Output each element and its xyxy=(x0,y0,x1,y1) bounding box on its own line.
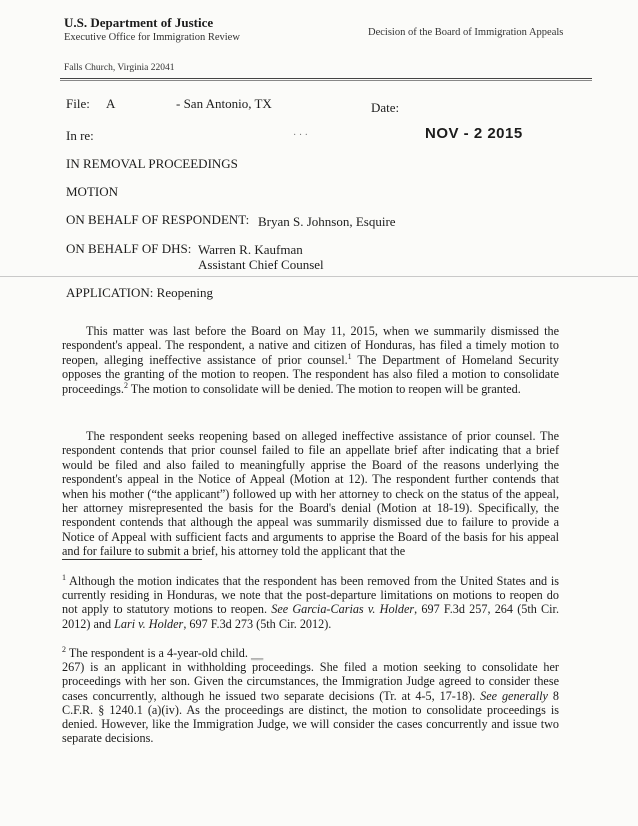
respondent-counsel: Bryan S. Johnson, Esquire xyxy=(258,214,396,229)
in-re-label: In re: xyxy=(66,128,94,143)
dhs-label: ON BEHALF OF DHS: xyxy=(66,241,192,256)
date-label: Date: xyxy=(371,100,400,115)
file-location: - San Antonio, TX xyxy=(176,96,272,111)
footnote-ref-2: 2 xyxy=(123,380,128,390)
redaction-mark: ‗‗ xyxy=(251,646,264,660)
office-name: Executive Office for Immigration Review xyxy=(64,32,240,43)
footnote-divider xyxy=(62,559,202,560)
proceedings-type: IN REMOVAL PROCEEDINGS xyxy=(66,156,238,171)
header-divider-secondary xyxy=(60,80,592,81)
footnote-number-2: 2 xyxy=(62,644,66,654)
header-divider xyxy=(60,78,592,79)
decision-date-stamp: NOV - 2 2015 xyxy=(425,125,523,142)
dhs-counsel-name: Warren R. Kaufman xyxy=(198,242,303,257)
footnote-1: $^1$ Although the motion indicates that the respondent has been removed from the United States and is currently residing in Honduras, we note that the post-departure limitations on motions to reopen do not apply to statutory motions to reopen. See Garcia-Carias v. Holder, 697 F.3d 257, 264 (5th Cir. 2012) and Lari v. Holder, 697 F.3d 273 (5th Cir. 2012). xyxy=(62,572,559,631)
board-decision-title: Decision of the Board of Immigration Appeals xyxy=(368,27,564,38)
footnote-2: $^2$ The respondent is a 4-year-old child. ‗‗ 267) is an applicant in withholding proceedings. She filed a motion seeking to consolidate her proceedings with her son. Given the circumstances, the Immigration Judge agreed to consider these cases concurrently, although he issued two separate decisions (Tr. at 4-5, 17-18). See generally 8 C.F.R. § 1240.1 (a)(iv). As the proceedings are distinct, the motion to consolidate proceedings is denied. However, like the Immigration Judge, we will consider the cases concurrently and issue two separate decisions. xyxy=(62,644,559,746)
file-label: File: xyxy=(66,96,90,111)
footnote-ref-1: 1 xyxy=(347,351,352,361)
application-line: APPLICATION: Reopening xyxy=(66,285,213,300)
motion-heading: MOTION xyxy=(66,184,118,199)
footnote-number-1: 1 xyxy=(62,572,66,582)
paragraph-2: The respondent seeks reopening based on alleged ineffective assistance of prior counsel. The respondent contends that prior counsel failed to file an appellate brief after indicating that a brief would be filed and also failed to meaningfully apprise the Board of the reasons underlying the respondent's appeal in the Notice of Appeal (Motion at 12). The respondent further contends that when his mother (“the applicant”) followed up with her attorney to check on the status of the appeal, her attorney misrepresented the basis for the Board's denial (Motion at 18-19). Specifically, the respondent contends that although the appeal was summarily dismissed due to failure to provide a Notice of Appeal with sufficient facts and arguments to apprise the Board of the basis for his appeal and for failure to submit a brief, his attorney told the applicant that the xyxy=(62,429,559,559)
respondent-label: ON BEHALF OF RESPONDENT: xyxy=(66,212,250,227)
agency-name: U.S. Department of Justice xyxy=(64,15,214,30)
section-divider xyxy=(0,276,638,277)
paragraph-1: This matter was last before the Board on May 11, 2015, when we summarily dismissed the respondent's appeal. The respondent, a native and citizen of Honduras, has filed a timely motion to reopen, alleging ineffective assistance of prior counsel.$^1$ The Department of Homeland Security opposes the granting of the motion to reopen. The respondent has also filed a motion to consolidate proceedings.$^2$ The motion to consolidate will be denied. The motion to reopen will be granted. xyxy=(62,324,559,396)
redaction-marks: · · · xyxy=(293,130,308,141)
file-number: A xyxy=(106,96,116,111)
dhs-counsel-title: Assistant Chief Counsel xyxy=(198,257,324,272)
office-address: Falls Church, Virginia 22041 xyxy=(64,63,175,73)
